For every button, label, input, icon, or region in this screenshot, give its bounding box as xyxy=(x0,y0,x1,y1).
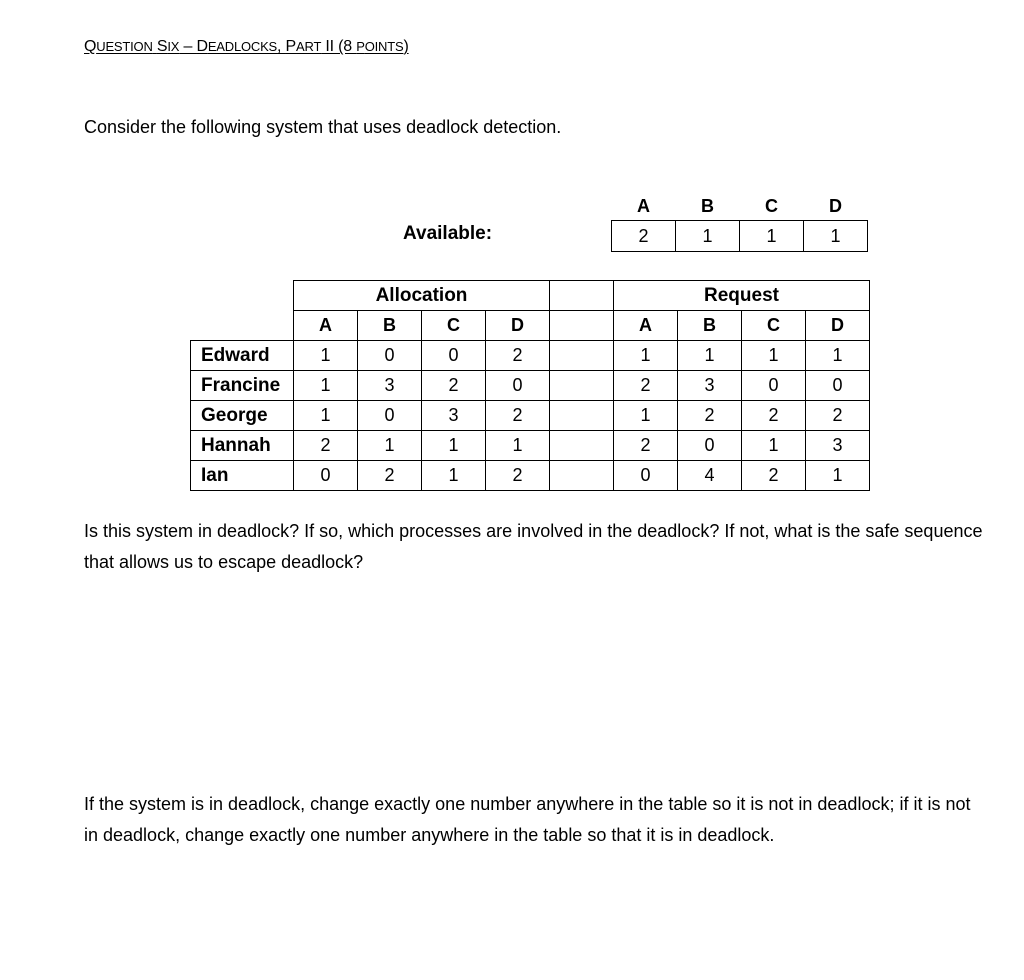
followup-text: If the system is in deadlock, change exactly one number anywhere in the table so it is not in deadlock; if it is not in deadlock, change exactly one number anywhere in the table so that it is in deadlock. xyxy=(84,794,971,845)
request-cell: 1 xyxy=(678,341,742,371)
process-name: Francine xyxy=(191,371,294,401)
request-header-d: D xyxy=(806,311,870,341)
request-header-b: B xyxy=(678,311,742,341)
available-table xyxy=(611,192,868,252)
alloc-header-a: A xyxy=(294,311,358,341)
alloc-cell: 2 xyxy=(486,461,550,491)
allocation-request-table xyxy=(190,280,870,491)
request-cell: 4 xyxy=(678,461,742,491)
alloc-header-d: D xyxy=(486,311,550,341)
alloc-cell: 0 xyxy=(486,371,550,401)
table-row xyxy=(191,341,870,371)
alloc-cell: 2 xyxy=(486,341,550,371)
request-title: Request xyxy=(614,281,870,311)
request-cell: 0 xyxy=(678,431,742,461)
request-cell: 1 xyxy=(614,401,678,431)
available-label: Available: xyxy=(403,223,493,244)
alloc-cell: 1 xyxy=(358,431,422,461)
alloc-cell: 1 xyxy=(294,401,358,431)
alloc-header-b: B xyxy=(358,311,422,341)
alloc-cell: 1 xyxy=(422,461,486,491)
spacer-cell xyxy=(550,371,614,401)
alloc-cell: 2 xyxy=(294,431,358,461)
available-header-c: C xyxy=(765,195,778,216)
alloc-cell: 0 xyxy=(358,401,422,431)
available-header-row xyxy=(612,192,868,221)
available-values-row xyxy=(612,221,868,252)
request-cell: 1 xyxy=(614,341,678,371)
alloc-cell: 0 xyxy=(294,461,358,491)
allocation-title: Allocation xyxy=(294,281,550,311)
question-heading: QUESTION SIX – DEADLOCKS, PART II (8 POINTS) xyxy=(84,38,409,55)
request-header-a: A xyxy=(614,311,678,341)
group-title-row xyxy=(191,281,870,311)
request-cell: 2 xyxy=(614,431,678,461)
request-cell: 3 xyxy=(806,431,870,461)
spacer-cell xyxy=(550,461,614,491)
column-header-row xyxy=(191,311,870,341)
request-cell: 1 xyxy=(806,461,870,491)
request-cell: 0 xyxy=(742,371,806,401)
request-header-c: C xyxy=(742,311,806,341)
spacer-cell xyxy=(550,341,614,371)
alloc-cell: 2 xyxy=(422,371,486,401)
table-row xyxy=(191,431,870,461)
table-row xyxy=(191,401,870,431)
corner-blank xyxy=(191,281,294,311)
spacer-cell xyxy=(550,311,614,341)
request-cell: 3 xyxy=(678,371,742,401)
request-cell: 2 xyxy=(678,401,742,431)
alloc-cell: 1 xyxy=(422,431,486,461)
process-name: Hannah xyxy=(191,431,294,461)
available-header-d: D xyxy=(829,195,842,216)
available-header-b: B xyxy=(701,195,714,216)
available-value-b: 1 xyxy=(676,221,740,252)
alloc-cell: 1 xyxy=(486,431,550,461)
alloc-cell: 1 xyxy=(294,371,358,401)
available-value-d: 1 xyxy=(804,221,868,252)
question-text: Is this system in deadlock? If so, which processes are involved in the deadlock? If not, what is the safe sequence that allows us to escape deadlock? xyxy=(84,521,983,572)
process-name: George xyxy=(191,401,294,431)
alloc-cell: 2 xyxy=(486,401,550,431)
request-cell: 1 xyxy=(806,341,870,371)
table-row xyxy=(191,371,870,401)
alloc-cell: 3 xyxy=(422,401,486,431)
process-name: Ian xyxy=(191,461,294,491)
process-name: Edward xyxy=(191,341,294,371)
corner-blank xyxy=(191,311,294,341)
intro-text: Consider the following system that uses deadlock detection. xyxy=(84,117,562,137)
table-row xyxy=(191,461,870,491)
alloc-cell: 0 xyxy=(358,341,422,371)
request-cell: 2 xyxy=(614,371,678,401)
spacer-cell xyxy=(550,401,614,431)
alloc-cell: 1 xyxy=(294,341,358,371)
spacer-cell xyxy=(550,281,614,311)
request-cell: 2 xyxy=(806,401,870,431)
request-cell: 0 xyxy=(806,371,870,401)
request-cell: 1 xyxy=(742,341,806,371)
spacer-cell xyxy=(550,431,614,461)
alloc-cell: 2 xyxy=(358,461,422,491)
alloc-header-c: C xyxy=(422,311,486,341)
available-value-c: 1 xyxy=(740,221,804,252)
available-value-a: 2 xyxy=(612,221,676,252)
request-cell: 0 xyxy=(614,461,678,491)
request-cell: 1 xyxy=(742,431,806,461)
available-header-a: A xyxy=(637,195,650,216)
request-cell: 2 xyxy=(742,461,806,491)
alloc-cell: 0 xyxy=(422,341,486,371)
alloc-cell: 3 xyxy=(358,371,422,401)
request-cell: 2 xyxy=(742,401,806,431)
